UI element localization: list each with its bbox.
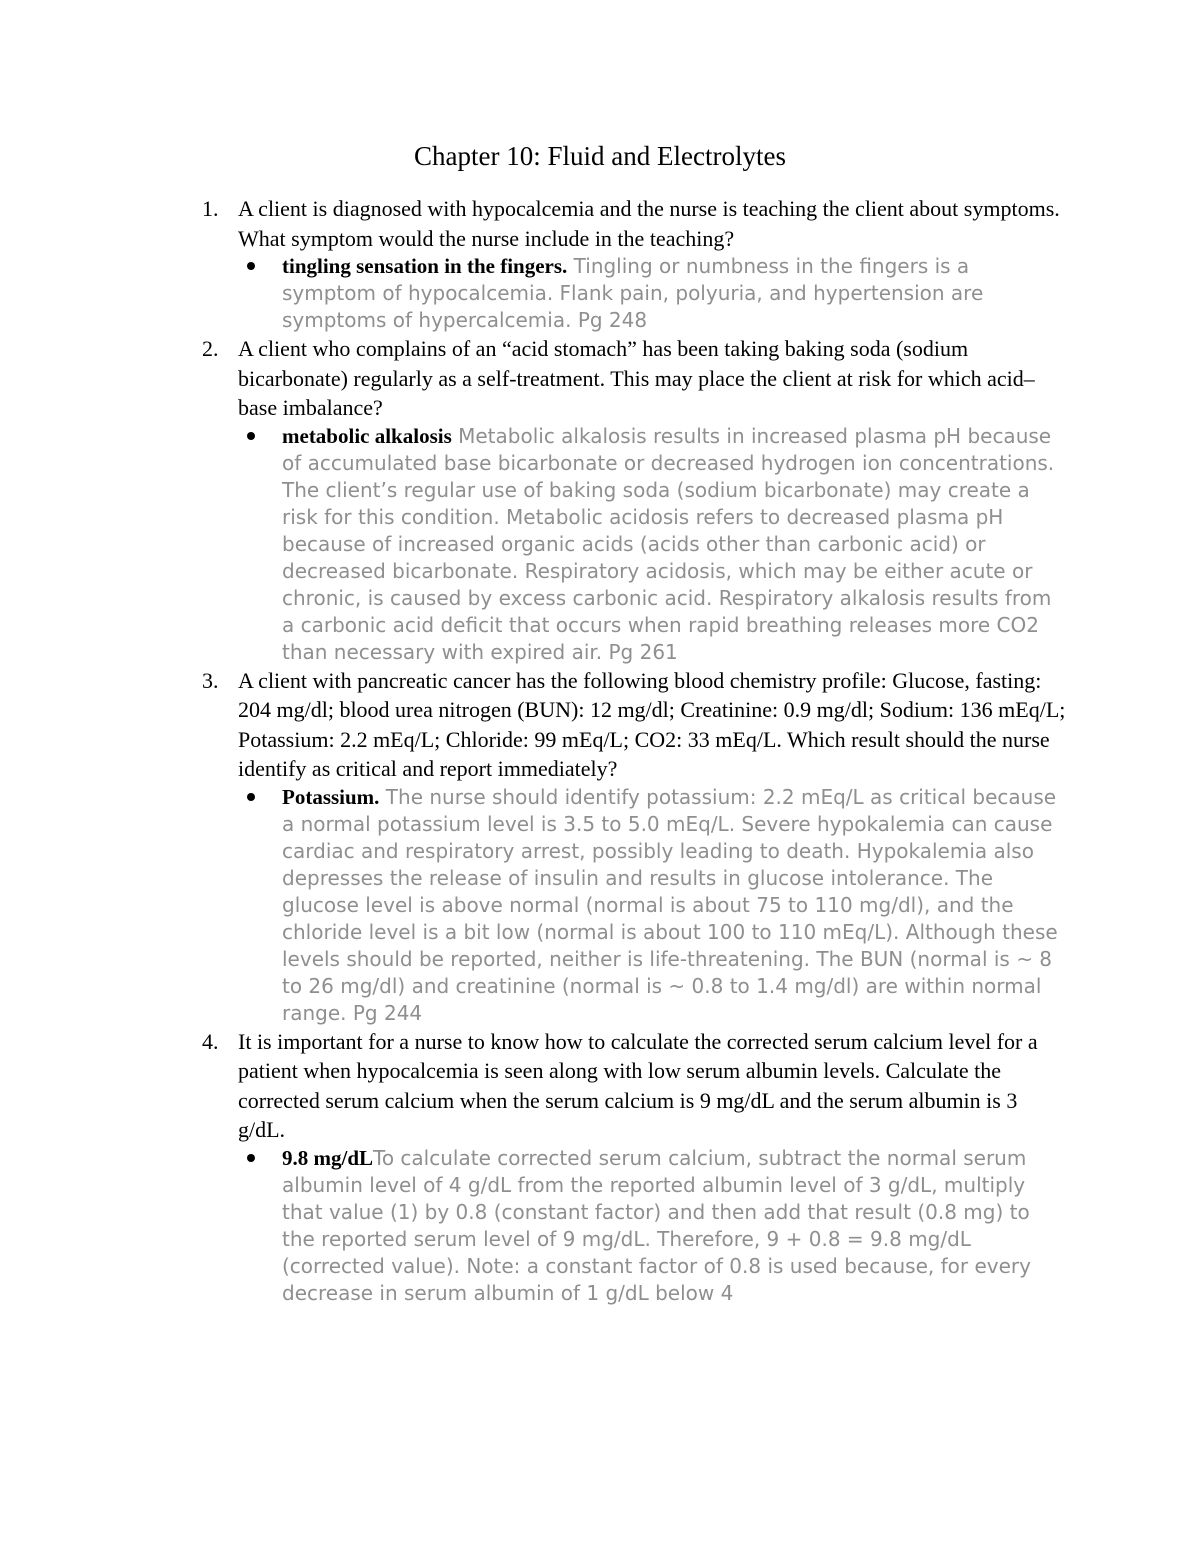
question-number: 4. (202, 1028, 219, 1054)
bullet-icon (247, 262, 255, 270)
answer-explanation: The nurse should identify potassium: 2.2 mEq/L as critical because a normal potassium level is 3.5 to 5.0 mEq/L. Severe hypokalemia can cause cardiac and respiratory arrest, possibly leading to death. Hypokalemia also depresses the release of insulin and results in glucose intolerance. The glucose level is above normal (normal is about 75 to 110 mg/dl), and the chloride level is a bit low (normal is about 100 to 110 mEq/L). Although these levels should be reported, neither is life-threatening. The BUN (normal is ~ 8 to 26 mg/dl) and creatinine (normal is ~ 0.8 to 1.4 mg/dl) are within normal range. Pg 244 (282, 784, 1058, 1025)
answer-explanation: Tingling or numbness in the fingers is a symptom of hypocalcemia. Flank pain, polyuria, and hypertension are symptoms of hypercalcemia. Pg 248 (282, 254, 984, 332)
question-item (198, 666, 1068, 1027)
question-text: A client is diagnosed with hypocalcemia and the nurse is teaching the client about symptoms. What symptom would the nurse include in the teaching? (238, 196, 1060, 251)
question-number: 3. (202, 667, 219, 693)
question-number: 1. (202, 196, 219, 221)
answer-key: 9.8 mg/dL (282, 1145, 374, 1170)
question-text: It is important for a nurse to know how to calculate the corrected serum calcium level for a patient when hypocalcemia is seen along with low serum albumin levels. Calculate the corrected serum calcium when the serum calcium is 9 mg/dL and the serum albumin is 3 g/dL. (238, 1028, 1038, 1142)
answer-key: Potassium. (282, 784, 380, 809)
bullet-icon (247, 432, 255, 440)
answer-explanation: To calculate corrected serum calcium, subtract the normal serum albumin level of 4 g/dL from the reported albumin level of 3 g/dL, multiply that value (1) by 0.8 (constant factor) and then add that result (0.8 mg) to the reported serum level of 9 mg/dL. Therefore, 9 + 0.8 = 9.8 mg/dL (corrected value). Note: a constant factor of 0.8 is used because, for every decrease in serum albumin of 1 g/dL below 4 (282, 1145, 1031, 1305)
answer-item (238, 1145, 1068, 1307)
page-title: Chapter 10: Fluid and Electrolytes (414, 141, 786, 171)
question-item (198, 334, 1068, 666)
question-text: A client with pancreatic cancer has the following blood chemistry profile: Glucose, fasting: 204 mg/dl; blood urea nitrogen (BUN): 12 mg/dl; Creatinine: 0.9 mg/dl; Sodium: 136 mEq/L; Potassium: 2.2 mEq/L; Chloride: 99 mEq/L; CO2: 33 mEq/L. Which result should the nurse identify as critical and report immediately? (238, 667, 1066, 781)
question-text: A client who complains of an “acid stomach” has been taking baking soda (sodium bicarbonate) regularly as a self-treatment. This may place the client at risk for which acid–base imbalance? (238, 336, 1035, 420)
answer-key: metabolic alkalosis (282, 423, 452, 448)
answer-item (238, 253, 1068, 334)
bullet-icon (247, 793, 255, 801)
answer-explanation: Metabolic alkalosis results in increased plasma pH because of accumulated base bicarbonate or decreased hydrogen ion concentrations. The client’s regular use of baking soda (sodium bicarbonate) may create a risk for this condition. Metabolic acidosis refers to decreased plasma pH because of increased organic acids (acids other than carbonic acid) or decreased bicarbonate. Respiratory acidosis, which may be either acute or chronic, is caused by excess carbonic acid. Respiratory alkalosis results from a carbonic acid deficit that occurs when rapid breathing releases more CO2 than necessary with expired air. Pg 261 (282, 423, 1055, 664)
question-list (198, 194, 1068, 1307)
question-number: 2. (202, 336, 219, 361)
question-item (198, 1027, 1068, 1307)
answer-item (238, 784, 1068, 1027)
bullet-icon (247, 1154, 255, 1162)
question-item (198, 194, 1068, 334)
answer-item (238, 423, 1068, 666)
answer-key: tingling sensation in the fingers. (282, 254, 568, 278)
